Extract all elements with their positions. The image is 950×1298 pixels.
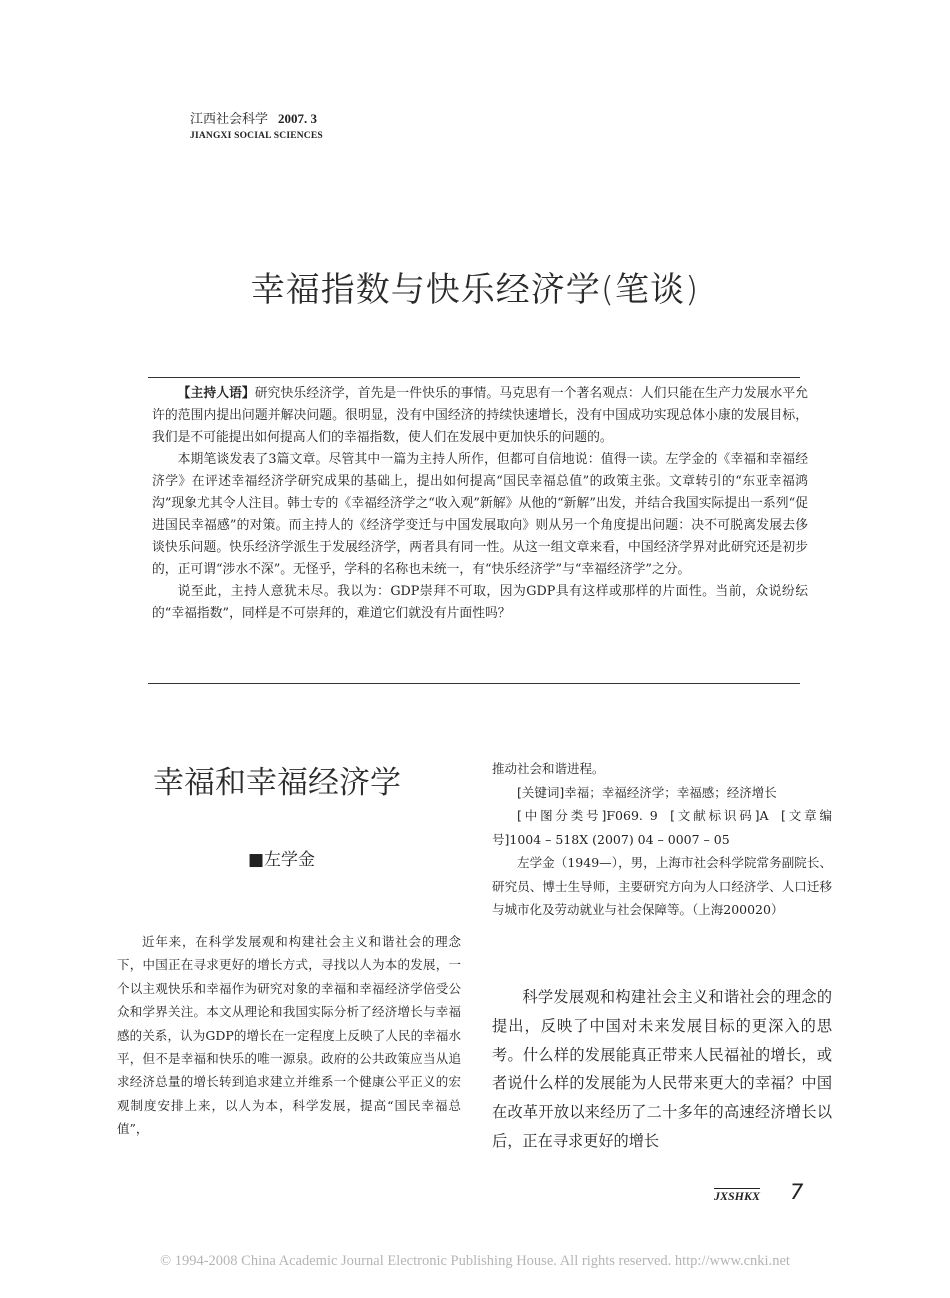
journal-name-cn: 江西社会科学 — [190, 112, 269, 127]
host-note-paragraph: 【主持人语】研究快乐经济学，首先是一件快乐的事情。马克思有一个著名观点：人们只能在生产力发展水平允许的范围内提出问题并解决问题。很明显，没有中国经济的持续快速增长，没有中国成功实现总体小康的发展目标，我们是不可能提出如何提高人们的幸福指数，使人们在发展中更加快乐的问题的。 — [152, 386, 809, 445]
article-meta — [492, 757, 832, 922]
host-note-bottom-rule — [148, 683, 800, 684]
author-bio: 左学金（1949—），男，上海市社会科学院常务副院长、研究员、博士生导师，主要研究方向为人口经济学、人口迁移与城市化及劳动就业与社会保障等。（上海200020） — [492, 855, 832, 917]
host-note-paragraph: 本期笔谈发表了3篇文章。尽管其中一篇为主持人所作，但都可自信地说：值得一读。左学金的《幸福和幸福经济学》在评述幸福经济学研究成果的基础上，提出如何提高“国民幸福总值”的政策主张。文章转引的“东亚幸福鸿沟”现象尤其令人注目。韩士专的《幸福经济学之“收入观”新解》从他的“新解”出发，并结合我国实际提出一系列“促进国民幸福感”的对策。而主持人的《经济学变迁与中国发展取向》则从另一个角度提出问题：决不可脱离发展去侈谈快乐问题。快乐经济学派生于发展经济学，两者具有同一性。从这一组文章来看，中国经济学界对此研究还是初步的，正可谓“涉水不深”。无怪乎，学科的名称也未统一，有“快乐经济学”与“幸福经济学”之分。 — [152, 452, 808, 577]
article-body — [492, 983, 832, 1156]
article-abstract — [117, 930, 461, 1141]
article-author: ■左学金 — [248, 850, 316, 870]
host-note-tag: 【主持人语】 — [177, 386, 255, 401]
body-paragraph: 科学发展观和构建社会主义和谐社会的理念的提出，反映了中国对未来发展目标的更深入的思考。什么样的发展能真正带来人民福祉的增长，或者说什么样的发展能为人民带来更大的幸福？中国在改革开放以来经历了二十多年的高速经济增长以后，正在寻求更好的增长 — [492, 988, 832, 1150]
host-note-paragraph: 说至此，主持人意犹未尽。我以为：GDP崇拜不可取，因为GDP具有这样或那样的片面性。当前，众说纷纭的“幸福指数”，同样是不可崇拜的，难道它们就没有片面性吗？ — [152, 584, 808, 621]
abstract-continuation: 推动社会和谐进程。 — [492, 761, 605, 776]
host-note — [152, 383, 808, 625]
journal-volume: 2007. 3 — [278, 111, 318, 126]
page-number: 7 — [790, 1180, 804, 1204]
journal-header — [190, 108, 317, 127]
article-title: 幸福和幸福经济学 — [153, 765, 401, 801]
main-title: 幸福指数与快乐经济学(笔谈) — [250, 270, 700, 310]
host-note-top-rule — [148, 377, 800, 378]
keywords: [关键词]幸福；幸福经济学；幸福感；经济增长 — [517, 784, 777, 800]
abstract-text: 近年来，在科学发展观和构建社会主义和谐社会的理念下，中国正在寻求更好的增长方式，寻找以人为本的发展，一个以主观快乐和幸福作为研究对象的幸福和幸福经济学倍受公众和学界关注。本文从理论和我国实际分析了经济增长与幸福感的关系，认为GDP的增长在一定程度上反映了人民的幸福水平，但不是幸福和快乐的唯一源泉。政府的公共政策应当从追求经济总量的增长转到追求建立并维系一个健康公平正义的宏观制度安排上来，以人为本，科学发展，提高“国民幸福总值”， — [117, 934, 461, 1137]
footer-journal-code: JXSHKX — [714, 1189, 761, 1203]
journal-name-en: JIANGXI SOCIAL SCIENCES — [190, 131, 323, 141]
classification: [中图分类号]F069. 9 [文献标识码]A [文章编号]1004 – 518X (2007) 04 – 0007 – 05 — [492, 808, 832, 847]
copyright-notice: © 1994-2008 China Academic Journal Electronic Publishing House. All rights reserved. http://www.cnki.net — [160, 1253, 790, 1269]
